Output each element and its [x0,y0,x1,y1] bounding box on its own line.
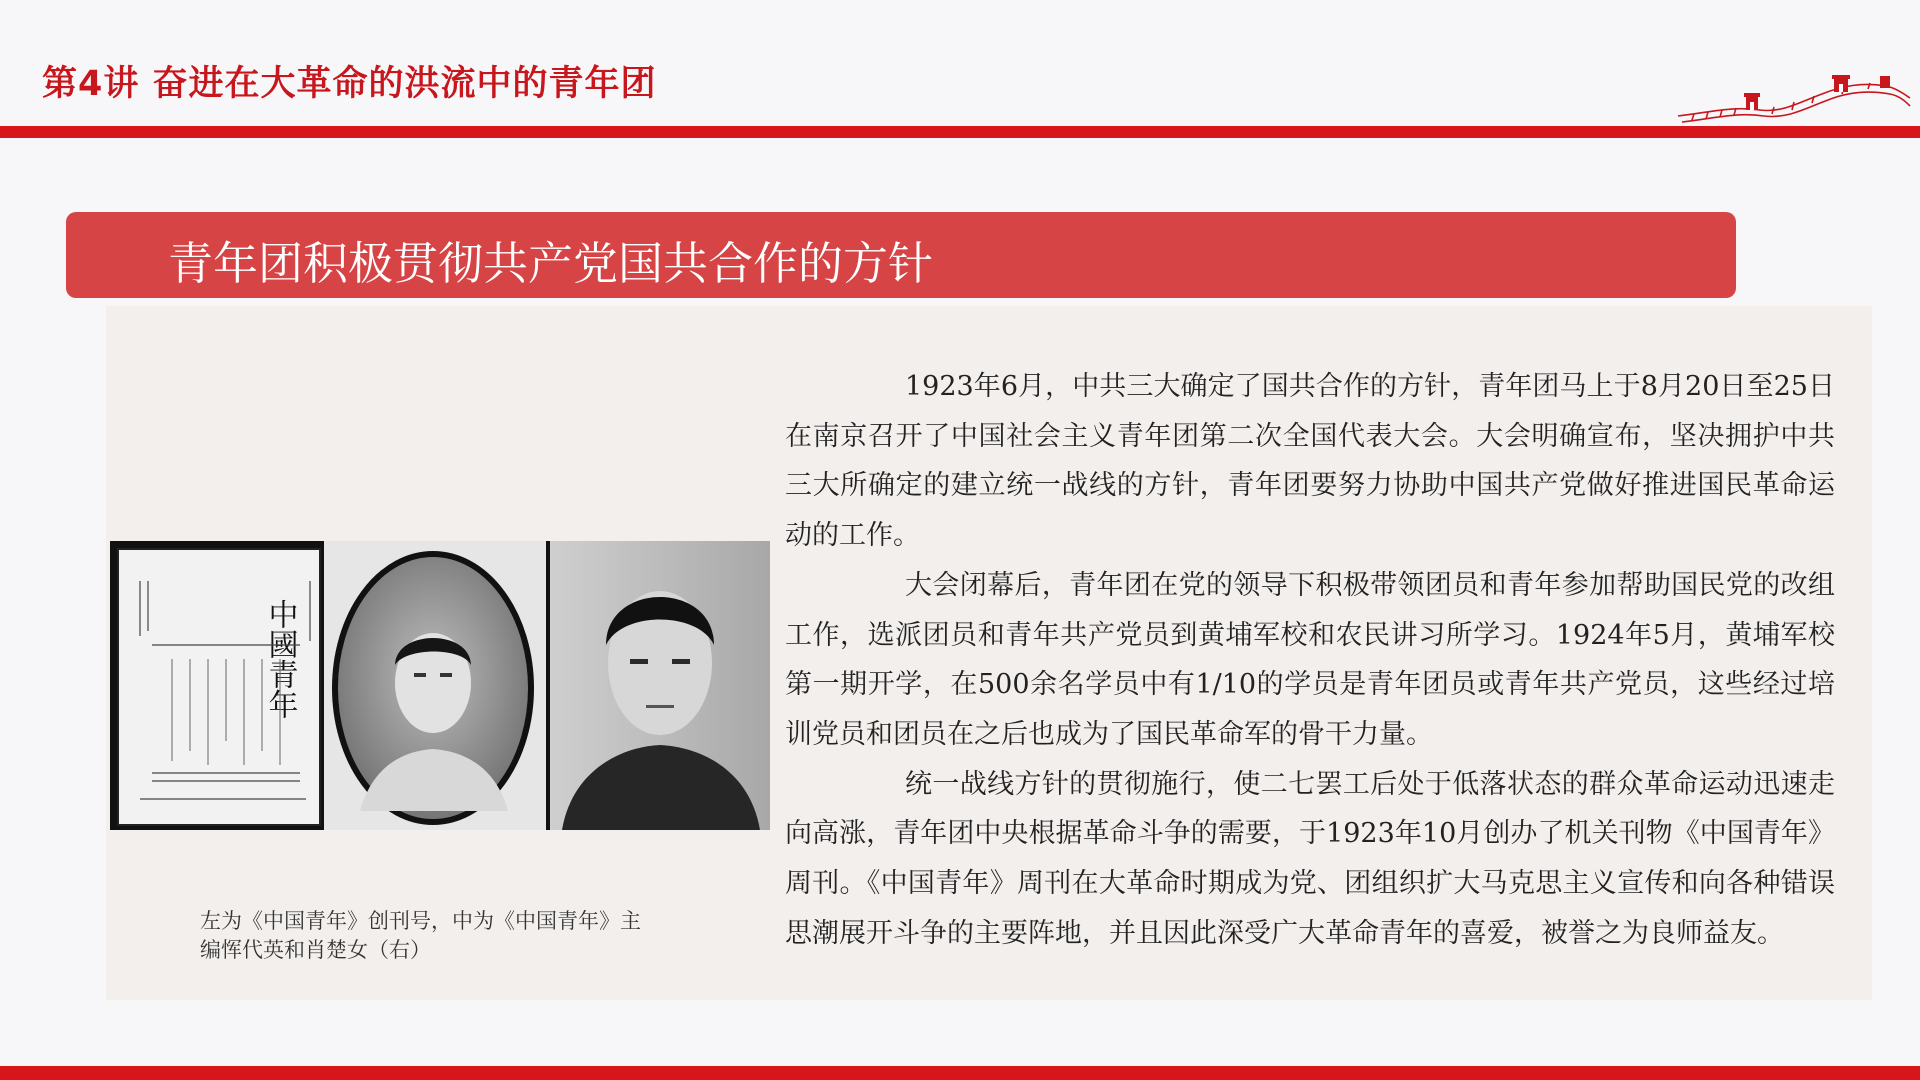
section-title: 青年团积极贯彻共产党国共合作的方针 [168,237,934,290]
magazine-cover-image [118,549,320,825]
body-text [785,362,1835,958]
historical-photo [110,541,770,830]
footer-divider [0,1066,1920,1080]
portrait-yun-daiying [324,541,546,830]
cover-title-glyph: 中國青年 [262,599,298,719]
paragraph: 1923年6月，中共三大确定了国共合作的方针，青年团马上于8月20日至25日在南京召开了中国社会主义青年团第二次全国代表大会。大会明确宣布，坚决拥护中共三大所确定的建立统一战线的方针，青年团要努力协助中国共产党做好推进国民革命运动的工作。 [785,371,1835,552]
header-divider [0,126,1920,138]
paragraph: 大会闭幕后，青年团在党的领导下积极带领团员和青年参加帮助国民党的改组工作，选派团员和青年共产党员到黄埔军校和农民讲习所学习。1924年5月，黄埔军校第一期开学，在500余名学员中有1/10的学员是青年团员或青年共产党员，这些经过培训党员和团员在之后也成为了国民革命军的骨干力量。 [785,569,1835,750]
section-banner [66,212,1736,298]
photo-caption: 左为《中国青年》创刊号，中为《中国青年》主编恽代英和肖楚女（右） [200,909,641,962]
lecture-title: 第4讲 奋进在大革命的洪流中的青年团 [42,64,657,104]
paragraph: 统一战线方针的贯彻施行，使二七罢工后处于低落状态的群众革命运动迅速走向高涨，青年团中央根据革命斗争的需要，于1923年10月创办了机关刊物《中国青年》周刊。《中国青年》周刊在大革命时期成为党、团组织扩大马克思主义宣传和向各种错误思潮展开斗争的主要阵地，并且因此深受广大革命青年的喜爱，被誉之为良师益友。 [785,768,1835,949]
great-wall-decoration [1672,72,1912,128]
portrait-xiao-chunu [550,541,770,830]
